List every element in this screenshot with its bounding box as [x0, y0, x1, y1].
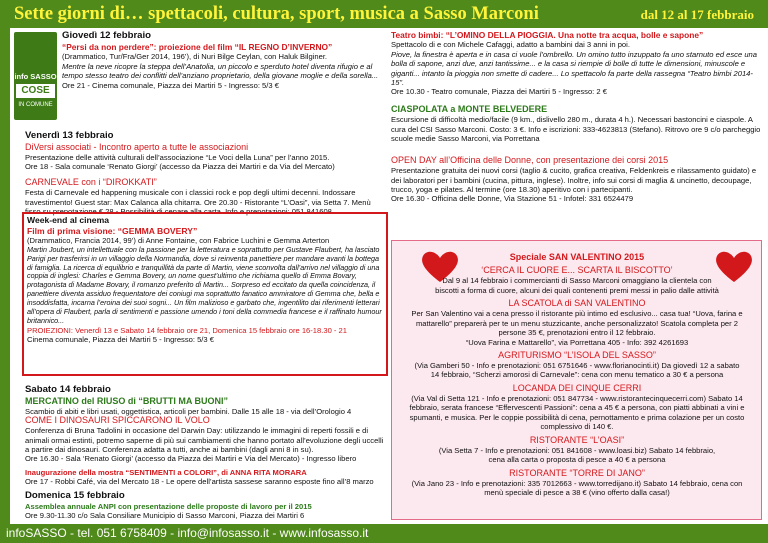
header-bar: [0, 0, 768, 28]
sunday-section: Domenica 15 febbraio Assemblea annuale ANPI con presentazione delle proposte di lavoro per il 2015 Ore 9.30-11.30 c/o Sala Consiliare Municipio di Sasso Marconi, Piazza dei Martiri 6: [25, 490, 312, 521]
page-title: Sette giorni di… spettacoli, cultura, sport, musica a Sasso Marconi: [14, 4, 539, 24]
film-title: “Persi da non perdere”: proiezione del film “IL REGNO D’INVERNO”: [62, 41, 333, 52]
left-accent-bar: [0, 28, 10, 524]
hike-section: CIASPOLATA a MONTE BELVEDERE Escursione di difficoltà medio/facile (9 km., dislivello 280 m., durata 4 h.). Necessari bastoncini e ciaspole. A cura del CSI Sasso Marconi. Costo: 3 €. Info e iscrizioni: 333-4623813 (Stefano). Ritrovo ore 9 c/o parcheggio scuole medie Sasso Marconi, via Porrettana: [391, 104, 761, 143]
footer-contact: infoSASSO - tel. 051 6758409 - info@infosasso.it - www.infosasso.it: [0, 524, 768, 543]
theatre-section: Teatro bimbi: “L’OMINO DELLA PIOGGIA. Una notte tra acqua, bolle e sapone” Spettacolo di e con Michele Cafaggi, adatto a bambini dai 3 anni in poi. Piove, la finestra è aperta e in casa ci vuole l’ombrello. Un omino tutto inzuppato fa uno starnuto ed esce una bolla di sapone, anzi due, anzi tantissime... e la casa si riempie di bolle di tutte le dimensioni, minuscole e giganti... intanto la pioggia non smette di cadere... Lo spettacolo fa parte della rassegna “Teatro bimbi 2014-15”. Ore 10.30 - Teatro comunale, Piazza dei Martiri 5 - Ingresso: 2 €: [391, 30, 757, 97]
saturday-section: Sabato 14 febbraio MERCATINO del RIUSO di “BRUTTI MA BUONI” Scambio di abiti e libri usati, oggettistica, articoli per bambini. Dalle 15 alle 18 - via dell’Orologio 4: [25, 384, 352, 417]
friday-section: Venerdì 13 febbraio DiVersi associati - Incontro aperto a tutte le associazioni Presentazione delle attività culturali dell’associazione “Le Voci della Luna” per l’anno 2015. Ore 18 - Sala comunale ‘Renato Giorgi’ (accesso da Piazza dei Martiri e da Via del Mercato): [25, 130, 335, 172]
dinosaur-section: COME I DINOSAURI SPICCARONO IL VOLO Conferenza di Bruna Tadolini in occasione del Darwin Day: utilizzando le immagini di reperti fossili e di animali ormai estinti, potremo saperne di più sui cambiamenti che hanno portato all’evoluzione degli uccelli a partire dai dinosauri. Conferenza adatta a tutti, anche ai bambini (dagli anni 8 in su). Ore 16.30 - Sala ‘Renato Giorgi’ (accesso da Piazza dei Martiri e Via del Mercato) - Ingresso libero: [25, 415, 384, 464]
date-range: dal 12 al 17 febbraio: [640, 7, 754, 22]
openday-section: OPEN DAY all’Officina delle Donne, con presentazione dei corsi 2015 Presentazione gratuita dei nuovi corsi (taglio & cucito, grafica creativa, Feldenkreis e rilassamento guidato) e dei laboratori per i bambini (cucina, pittura, inglese). Inoltre, info sui corsi di maglia & uncinetto, decoupage, trucco, yoga e pilates. Al termine (ore 18.30) aperitivo con i partecipanti. Ore 16.30 - Officina delle Donne, Via Stazione 51 - Infotel: 331 6524479: [391, 155, 757, 204]
thursday-section: Giovedì 12 febbraio “Persi da non perdere”: proiezione del film “IL REGNO D’INVERNO” (Drammatico, Tur/Fra/Ger 2014, 196’), di Nuri Bilge Ceylan, con Haluk Bilginer. Mentre la neve ricopre la steppa dell’Anatolia, un piccolo e sperduto hotel diventa rifugio e al tempo stesso teatro dei conflitti dell’anziano proprietario, della giovane moglie e della sorella... Ore 21 - Cinema comunale, Piazza dei Martiri 5 - Ingresso: 5/3 €: [62, 30, 384, 90]
weekend-cinema-section: Week-end al cinema Film di prima visione: “GEMMA BOVERY” (Drammatico, Francia 2014, 99’) di Anne Fontaine, con Fabrice Luchini e Gemma Arterton Martin Joubert, un intellettuale con la passione per la letteratura e soprattutto per Gustave Flaubert, ha lasciato Parigi per trasferirsi in un villaggio della Normandia, dove si reinventa panettiere per mandare avanti la bottega di famiglia. La ricerca di equilibrio e tranquillità da parte di Martin, viene sconvolta dall’arrivo nel villaggio di una coppia di inglesi: Charles e Gemma Bovery, un nome quest’ultimo che richiama quello di Emma Bovary, protagonista di Madame Bovary, il romanzo preferito di Martin... Sorpreso ed eccitato da quella coincidenza, il panettiere diventa assiduo frequentatore dei coniugi ma soprattutto fanatico ammiratore di Gemma che, bella e insoddisfatta, incarna l’eroina dei suoi sogni... Un film malizioso e garbato che, ingentilito dai riferimenti letterari all’opera di Flaubert, parla di sentimenti e passione umendo i toni della commedia francese e il raffinato humour britannico... PROIEZIONI: Venerdì 13 e Sabato 14 febbraio ore 21, Domenica 15 febbraio ore 16-18.30 - 21 Cinema comunale, Piazza dei Martiri 5 - Ingresso: 5/3 €: [27, 215, 382, 345]
carnival-section: CARNEVALE con i “DIROKKATI” Festa di Carnevale ed happening musicale con i classici rock e pop degli ultimi decenni. Indossare travestimento! Guest star: Max Calanca alla chitarra. Ore 20.30 - Ristorante “L’Oasi”, via Setta 7. Menù fisso su prenotazione € 28 - Possibilità di cenare alla carta. Info e prenotazioni: 051 841608: [25, 177, 371, 216]
infosasso-logo: info SASSO COSE IN COMUNE: [14, 32, 57, 120]
exhibition-section: Inaugurazione della mostra “SENTIMENTI a COLORI”, di ANNA RITA MORARA Ore 17 - Robbi Café, via del Mercato 18 - Le opere dell’artista sassese saranno esposte fino all’8 marzo: [25, 468, 374, 487]
valentine-section: Speciale SAN VALENTINO 2015 ‘CERCA IL CUORE E... SCARTA IL BISCOTTO’ Dal 9 al 14 febbraio i commercianti di Sasso Marconi omaggiano la clientela con biscotti a forma di cuore, alcuni dei quali contenenti premi messi in palio dalle attività LA SCATOLA di SAN VALENTINO Per San Valentino vai a cena presso il ristorante più intimo ed esclusivo... casa tua! “Uova, farina e mattarello” preparerà per te un menu stuzzicante, anche personalizzato! Scatola completa per 2 persone 35 €, prenotazioni entro il 12 febbraio. “Uova Farina e Mattarello”, via Porrettana 405 - Info: 392 4261693 AGRITURISMO “L’ISOLA DEL SASSO” (Via Gamberi 50 - Info e prenotazioni: 051 6751646 - www.florianocinti.it) Da giovedì 12 a sabato 14 febbraio, “Scherzi amorosi di Carnevale”: cena con menu tematico a 30 € a persona LOCANDA DEI CINQUE CERRI (Via Val di Setta 121 - Info e prenotazioni: 051 847734 - www.ristorantecinquecerri.com) Sabato 14 febbraio, serata francese “Effervescenti Passioni”: cena a 45 € a persona, con piatti abbinati a vini e spumanti, e musica. Per le coppie possibilità di cena, pernottamento e prima colazione per un costo complessivo di 140 €. RISTORANTE “L’OASI” (Via Setta 7 - Info e prenotazioni: 051 841608 - www.loasi.biz) Sabato 14 febbraio, cena alla carta o proposta di pesce a 40 € a persona RISTORANTE “TORRE DI JANO” (Via Jano 23 - Info e prenotazioni: 335 7012663 - www.torredijano.it) Sabato 14 febbraio, cena con menù speciale di pesce a 38 € (vino offerto dalla casa!): [409, 252, 745, 498]
